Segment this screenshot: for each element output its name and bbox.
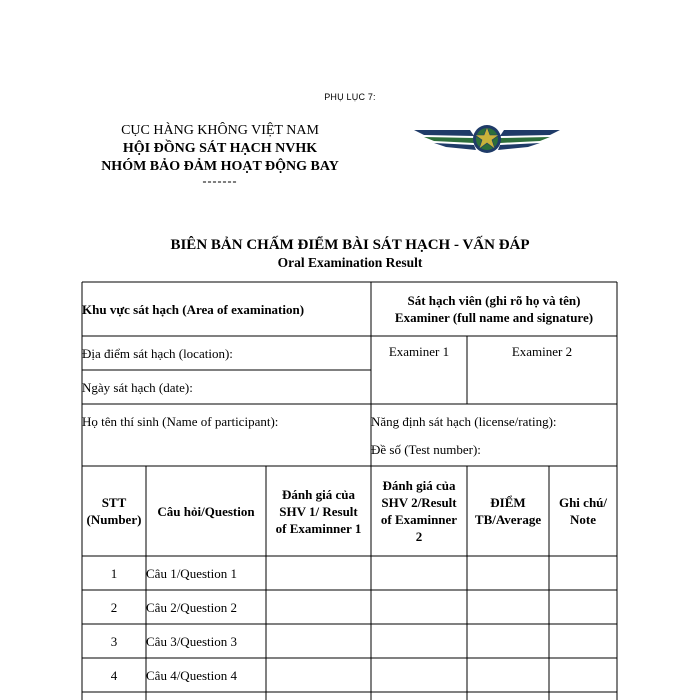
- org-divider: -------: [202, 174, 238, 188]
- title-vietnamese: BIÊN BẢN CHẤM ĐIỂM BÀI SÁT HẠCH - VẤN ĐÁP: [170, 237, 530, 253]
- row-number: 1: [110, 565, 118, 581]
- aviation-wings-icon: [412, 121, 562, 157]
- council-name: HỘI ĐỒNG SÁT HẠCH NVHK: [122, 141, 318, 156]
- row-question: Câu 4/Question 4: [146, 667, 237, 683]
- header-stt: [82, 466, 146, 556]
- header-average: [467, 466, 549, 556]
- organization-header: [82, 122, 358, 186]
- header-eval2-line3: of Examinner: [380, 512, 458, 527]
- header-eval2: [371, 466, 467, 556]
- appendix-label: PHỤ LỤC 7:: [324, 92, 376, 102]
- group-name: NHÓM BẢO ĐẢM HOẠT ĐỘNG BAY: [101, 159, 339, 174]
- examiner-header: [371, 282, 617, 336]
- org-name: CỤC HÀNG KHÔNG VIỆT NAM: [121, 123, 319, 138]
- examiner-header-vn: Sát hạch viên (ghi rõ họ và tên): [407, 293, 581, 308]
- header-stt-line1: STT: [101, 495, 127, 510]
- document-title: [0, 236, 700, 272]
- header-eval2-line1: Đánh giá của: [382, 478, 456, 493]
- header-eval1-line2: SHV 1/ Result: [279, 503, 358, 519]
- header-eval1: [266, 466, 371, 556]
- header-note: [549, 466, 617, 556]
- row-question: Câu 1/Question 1: [146, 565, 237, 581]
- header-question: Câu hỏi/Question: [157, 503, 255, 519]
- row-number: 4: [110, 667, 118, 683]
- header-eval2-line2: SHV 2/Result: [381, 495, 457, 510]
- date-field: Ngày sát hạch (date):: [82, 379, 193, 395]
- location-field: Địa điểm sát hạch (location):: [82, 345, 233, 361]
- row-question: Câu 3/Question 3: [146, 633, 237, 649]
- row-number: 3: [110, 633, 118, 649]
- header-note-line2: Note: [570, 512, 596, 527]
- area-of-examination-label: Khu vực sát hạch (Area of examination): [82, 301, 305, 317]
- examiner2-label: Examiner 2: [511, 343, 573, 359]
- header-stt-line2: (Number): [86, 512, 142, 527]
- license-rating-field: Năng định sát hạch (license/rating):: [371, 413, 557, 429]
- header-eval1-line1: Đánh giá của: [282, 486, 355, 502]
- title-english: Oral Examination Result: [277, 255, 423, 270]
- test-number-field: Đề số (Test number):: [371, 441, 481, 457]
- examiner1-label: Examiner 1: [388, 343, 450, 359]
- row-number: 2: [110, 599, 118, 615]
- participant-name-field: Họ tên thí sinh (Name of participant):: [82, 413, 279, 429]
- header-average-line2: TB/Average: [474, 512, 542, 527]
- header-average-line1: ĐIỂM: [490, 495, 526, 510]
- header-note-line1: Ghi chú/: [558, 495, 608, 510]
- header-eval2-line4: 2: [415, 529, 423, 544]
- examiner-header-en: Examiner (full name and signature): [394, 310, 594, 325]
- row-question: Câu 2/Question 2: [146, 599, 237, 615]
- header-eval1-line3: of Examinner 1: [275, 520, 362, 536]
